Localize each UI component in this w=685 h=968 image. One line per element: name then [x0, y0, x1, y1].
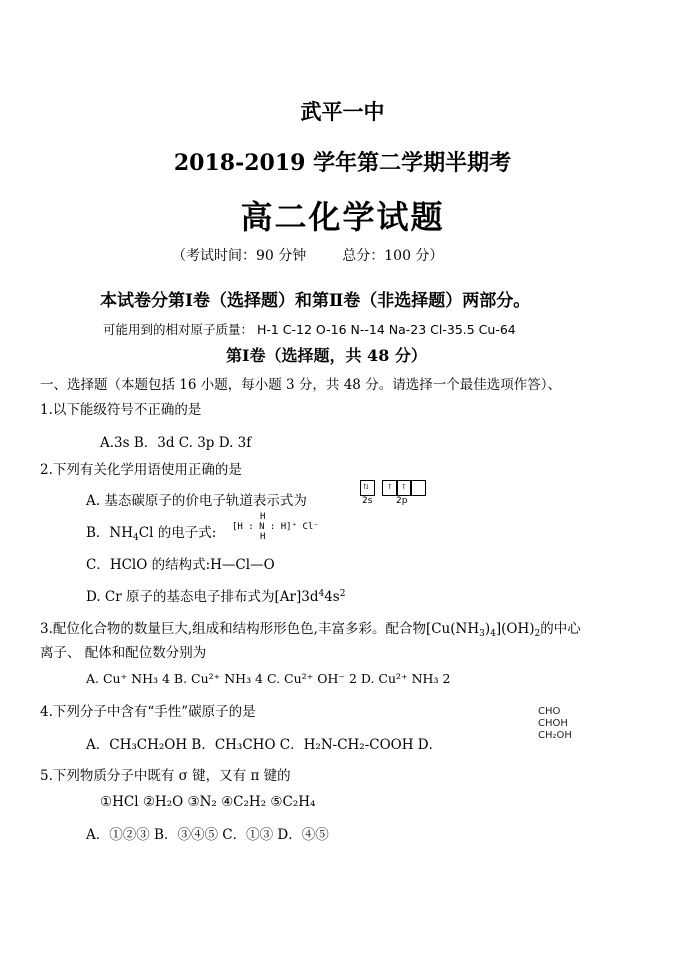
structure-line-3: CH₂OH — [538, 730, 572, 741]
q2-option-d — [86, 585, 345, 605]
q3-stem-text: 3.配位化合物的数量巨大,组成和结构形形色色,丰富多彩。配合物[Cu(NH — [40, 621, 480, 637]
school-name: 武平一中 — [300, 100, 385, 124]
score-info: 总分：100 分） — [342, 248, 444, 264]
exam-info — [172, 245, 443, 265]
q3-sub2: 4 — [490, 629, 496, 639]
lewis-h-top: H — [260, 512, 266, 522]
q2-b-suffix: Cl 的电子式: — [138, 525, 217, 541]
lewis-formula: [H : N : H]⁺ Cl⁻ — [232, 522, 319, 532]
q4-options: A．CH₃CH₂OH B．CH₃CHO C．H₂N-CH₂-COOH D． — [86, 737, 443, 753]
part1-title: 第Ⅰ卷（选择题，共 48 分） — [226, 346, 427, 365]
q3-sub1: 3 — [479, 629, 485, 639]
q1-options: A.3s B．3d C. 3p D. 3f — [100, 435, 252, 451]
q3-stem-line1 — [40, 617, 581, 639]
q5-options: A．①②③ B．③④⑤ C．①③ D．④⑤ — [86, 827, 329, 843]
q3-sub3: 2 — [534, 629, 541, 639]
up-down-arrows-icon: ⇅ — [363, 483, 369, 491]
orbital-label-2p: 2p — [396, 496, 408, 506]
q3-options: A. Cu⁺ NH₃ 4 B. Cu²⁺ NH₃ 4 C. Cu²⁺ OH⁻ 2 D. Cu²⁺ NH₃ 2 — [86, 671, 451, 686]
up-arrow-icon: ↑ — [387, 483, 393, 491]
orbital-2s-box — [360, 480, 375, 496]
section-title: 一、选择题（本题包括 16 小题，每小题 3 分，共 48 分。请选择一个最佳选项作答）、 — [40, 377, 561, 393]
nh4cl-lewis-structure — [232, 512, 319, 542]
structure-line-1: CHO — [538, 706, 561, 717]
q2-d-prefix: D. Cr 原子的基态电子排布式为[Ar]3d — [86, 589, 319, 605]
orbital-label-2s: 2s — [362, 496, 373, 506]
q2-stem: 2.下列有关化学用语使用正确的是 — [40, 462, 242, 478]
time-info: （考试时间：90 分钟 — [172, 248, 307, 264]
glyceraldehyde-structure — [538, 706, 572, 742]
up-arrow-icon: ↑ — [401, 483, 407, 491]
q5-stem: 5.下列物质分子中既有 σ 键，又有 π 键的 — [40, 768, 291, 784]
q2-option-c: C．HClO 的结构式:H—Cl—O — [86, 557, 275, 573]
q3-stem-line2: 离子、 配体和配位数分别为 — [40, 645, 207, 661]
q4-stem: 4.下列分子中含有“手性”碳原子的是 — [40, 704, 256, 720]
q3-mid2: ](OH) — [495, 621, 535, 637]
structure-line-2: CHOH — [538, 718, 568, 729]
q2-d-mid: 4s — [324, 589, 340, 605]
paper-description: 本试卷分第Ⅰ卷（选择题）和第Ⅱ卷（非选择题）两部分。 — [100, 291, 531, 311]
q2-option-b — [86, 521, 216, 543]
lewis-h-bottom: H — [260, 532, 266, 542]
q2-option-a: A. 基态碳原子的价电子轨道表示式为 — [86, 493, 307, 509]
q1-stem: 1.以下能级符号不正确的是 — [40, 402, 202, 418]
q2-b-prefix: B．NH — [86, 525, 134, 541]
q3-tail: 的中心 — [540, 621, 581, 637]
orbital-2p-box-3 — [410, 480, 426, 496]
q2-b-sub: 4 — [133, 533, 139, 543]
exam-title: 2018-2019 学年第二学期半期考 — [173, 150, 512, 176]
q2-d-sup1: 4 — [318, 589, 325, 599]
q3-mid: ) — [484, 621, 491, 637]
subject-title: 高二化学试题 — [240, 198, 445, 236]
atomic-masses: 可能用到的相对原子质量： H-1 C-12 O-16 N--14 Na-23 Cl-35.5 Cu-64 — [103, 322, 516, 337]
q2-d-sup2: 2 — [339, 589, 346, 599]
q5-items: ①HCl ②H₂O ③N₂ ④C₂H₂ ⑤C₂H₄ — [100, 794, 316, 810]
